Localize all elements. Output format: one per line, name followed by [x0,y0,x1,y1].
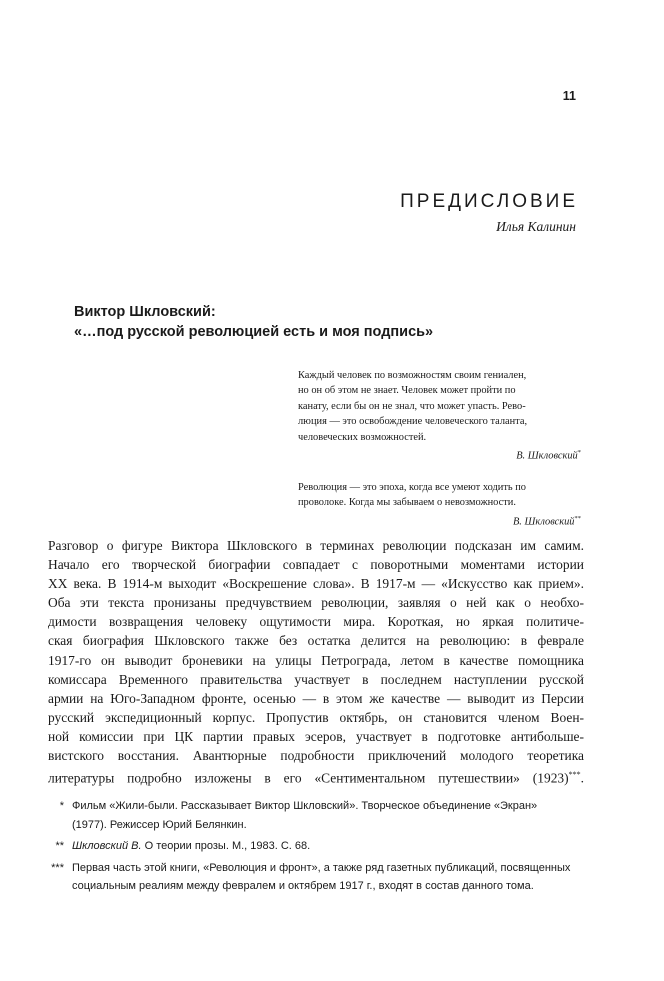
page-number: 11 [562,89,576,103]
epigraph-2 [298,480,581,530]
body-line: вистского восстания. Авантюрные подробности приключений молодого теоретика [48,748,584,764]
author-name: Илья Калинин [496,219,576,234]
body-line: ская биография Шкловского также без остатка делится на революцию: в феврале [48,633,584,649]
footnote-ref: ** [574,514,581,522]
footnote-line: (1977). Режиссер Юрий Белянкин. [72,818,247,831]
epigraph-text [298,480,581,511]
body-line: ной комиссии при ЦК партии правых эсеров, участвует в подготовке антибольше- [48,728,584,744]
body-line: русский экспедиционный корпус. Пропустив октябрь, он становится членом Воен- [48,709,584,725]
epigraph-attribution [298,445,581,464]
chapter-title-line-2: «…под русской революцией есть и моя подпись» [74,324,434,340]
body-line: комиссара Временного правительства участвует в последнем наступлении русской [48,671,584,687]
footnote-citation: О теории прозы. М., 1983. С. 68. [141,840,311,852]
epigraph-line: проволоке. Когда мы забываем о невозможности. [298,497,516,509]
body-line-text: литературы подробно изложены в его «Сентиментальном путешествии» (1923) [48,770,569,786]
epigraph-attribution [298,511,581,530]
epigraph-line: человеческих возможностей. [298,431,427,443]
epigraph-attribution-name: В. Шкловский [516,450,578,462]
chapter-title-line-1: Виктор Шкловский: [74,304,216,320]
body-line-last: литературы подробно изложены в его «Сентиментальном путешествии» (1923)***. [48,770,584,786]
body-line: Разговор о фигуре Виктора Шкловского в терминах революции подсказан им самим. [48,538,584,553]
footnote-1 [40,797,588,834]
footnote-author: Шкловский В. [72,840,142,852]
epigraph-text [298,368,581,445]
epigraph-line: Революция — это эпоха, когда все умеют ходить по [298,481,526,493]
footnote-ref: * [577,449,581,457]
footnotes [40,797,588,896]
footnote-line: социальным реалиям между февралем и октябрем 1917 г., входят в состав данного тома. [72,880,534,892]
footnote-line: Фильм «Жили-были. Рассказывает Виктор Шкловский». Творческое объединение «Экран» [72,800,538,812]
chapter-title [74,302,433,342]
epigraph-line: люция — это освобождение человеческого таланта, [298,416,528,428]
footnote-mark: *** [51,861,64,874]
body-line: 1917-го он выводит броневики на улицы Петрограда, летом в качестве помощника [48,652,584,668]
body-paragraph [48,536,584,788]
footnote-line: Первая часть этой книги, «Революция и фронт», а также ряд газетных публикаций, посвященных [72,861,571,874]
footnote-2 [40,837,588,856]
body-line: армии на Юго-Западном фронте, осенью — в этом же качестве — выводит из Персии [48,690,584,706]
section-title: ПРЕДИСЛОВИЕ [400,191,578,212]
epigraph-attribution-name: В. Шкловский [512,516,575,528]
footnote-mark: ** [55,840,64,852]
body-line: Оба эти текста пронизаны предчувствием революции, заявляя о ней как о необхо- [48,595,584,611]
footnote-mark: * [59,800,64,812]
epigraph-line: канату, если бы он не знал, что может упасть. Рево- [298,400,526,412]
body-line: XX века. В 1914-м выходит «Воскрешение слова». В 1917-м — «Искусство как прием». [48,576,584,592]
body-line: димости возвращения человеку ощутимости мира. Короткая, но яркая политиче- [48,614,584,630]
epigraphs [298,368,581,530]
footnote-line [72,837,588,856]
footnote-3 [40,859,588,896]
footnote-ref: *** [568,770,581,780]
epigraph-line: но он об этом не знает. Человек может пройти по [298,385,516,397]
epigraph-1 [298,368,581,464]
epigraph-line: Каждый человек по возможностям своим гениален, [298,370,527,381]
body-line: Начало его творческой биографии совпадает с поворотными моментами истории [48,557,584,573]
